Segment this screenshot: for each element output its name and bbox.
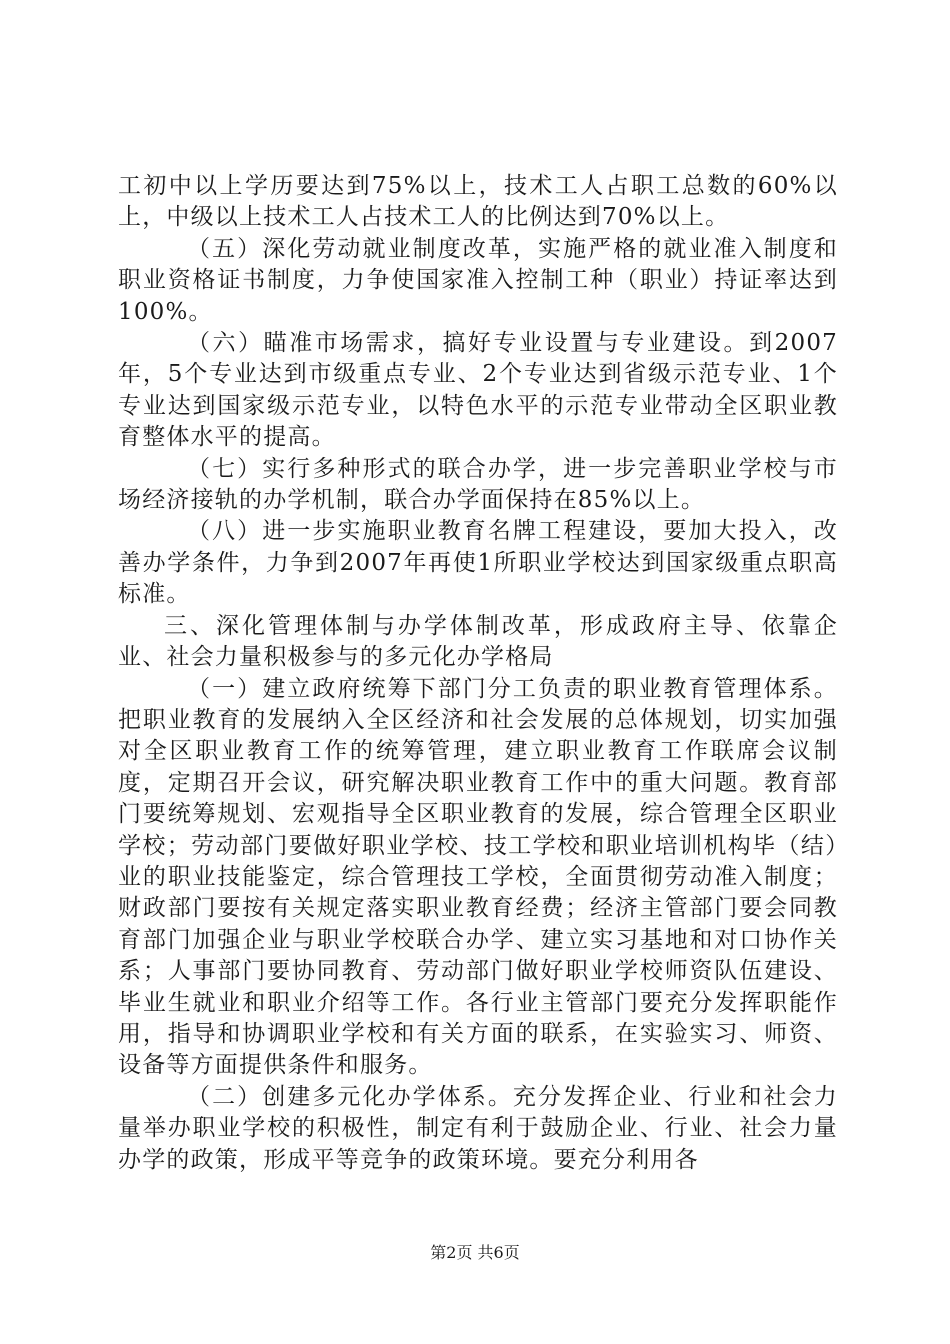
paragraph-item-5: （五）深化劳动就业制度改革，实施严格的就业准入制度和职业资格证书制度，力争使国家准入控制工种（职业）持证率达到100%。 [118,235,838,325]
paragraph-item-6: （六）瞄准市场需求，搞好专业设置与专业建设。到2007年，5个专业达到市级重点专业、2个专业达到省级示范专业、1个专业达到国家级示范专业，以特色水平的示范专业带动全区职业教育整体水平的提高。 [118,330,838,451]
section-heading-3: 三、深化管理体制与办学体制改革，形成政府主导、依靠企业、社会力量积极参与的多元化办学格局 [118,612,838,671]
paragraph-item-1: （一）建立政府统筹下部门分工负责的职业教育管理体系。把职业教育的发展纳入全区经济和社会发展的总体规划，切实加强对全区职业教育工作的统筹管理，建立职业教育工作联席会议制度，定期召开会议，研究解决职业教育工作中的重大问题。教育部门要统筹规划、宏观指导全区职业教育的发展，综合管理全区职业学校；劳动部门要做好职业学校、技工学校和职业培训机构毕（结）业的职业技能鉴定，综合管理技工学校，全面贯彻劳动准入制度；财政部门要按有关规定落实职业教育经费；经济主管部门要会同教育部门加强企业与职业学校联合办学、建立实习基地和对口协作关系；人事部门要协同教育、劳动部门做好职业学校师资队伍建设、毕业生就业和职业介绍等工作。各行业主管部门要充分发挥职能作用，指导和协调职业学校和有关方面的联系，在实验实习、师资、设备等方面提供条件和服务。 [118,675,838,1079]
page-footer [0,1240,950,1263]
paragraph-item-7: （七）实行多种形式的联合办学，进一步完善职业学校与市场经济接轨的办学机制，联合办学面保持在85%以上。 [118,455,838,514]
paragraph-item-8: （八）进一步实施职业教育名牌工程建设，要加大投入，改善办学条件，力争到2007年再使1所职业学校达到国家级重点职高标准。 [118,518,838,608]
paragraph-continuation: 工初中以上学历要达到75%以上，技术工人占职工总数的60%以上，中级以上技术工人占技术工人的比例达到70%以上。 [118,173,838,231]
paragraph-item-2: （二）创建多元化办学体系。充分发挥企业、行业和社会力量举办职业学校的积极性，制定有利于鼓励企业、行业、社会力量办学的政策，形成平等竞争的政策环境。要充分利用各 [118,1083,838,1173]
page-number: 第2页 共6页 [430,1243,520,1262]
document-body [118,171,838,1176]
